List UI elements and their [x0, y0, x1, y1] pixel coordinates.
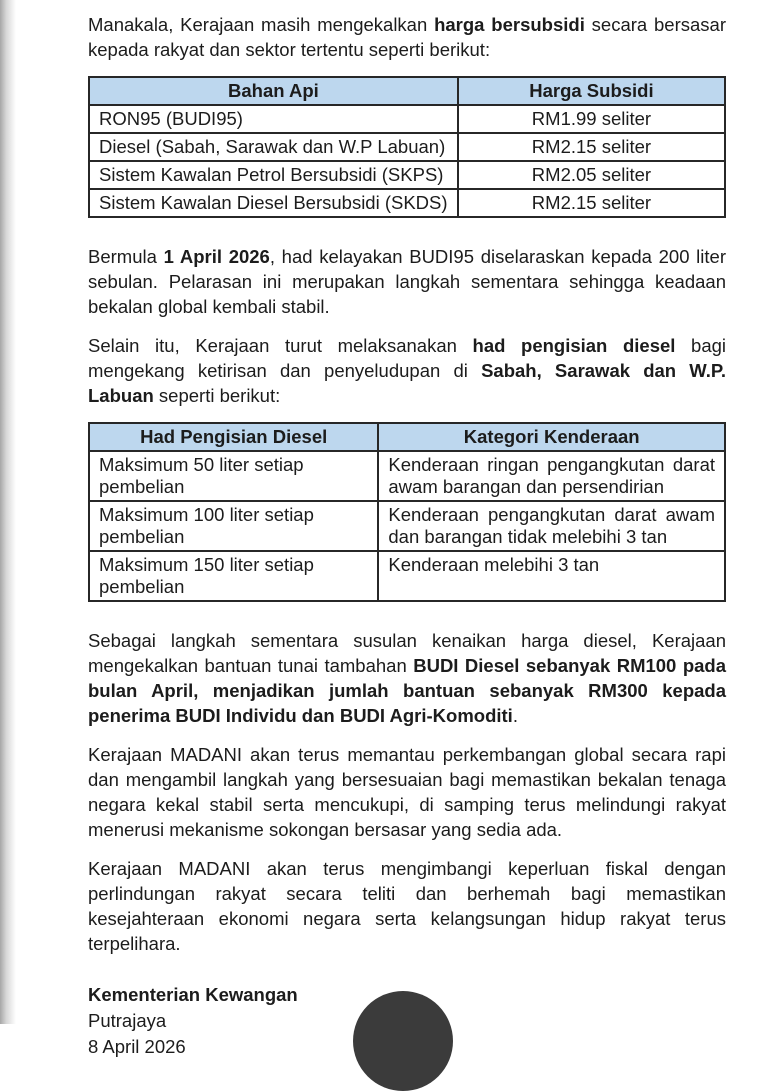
text-run: bagi mengekang ketirisan dan penyeludupan di	[88, 335, 727, 381]
text-run: Sabah, Sarawak dan W.P. Labuan	[88, 360, 726, 406]
text-run: Kerajaan MADANI akan terus mengimbangi keperluan fiskal dengan perlindungan rakyat secara teliti dan berhemah bagi memastikan kesejahteraan ekonomi negara serta kelangsungan hidup rakyat terus terpelihara.	[88, 858, 726, 954]
table-cell: RM2.15 seliter	[458, 133, 725, 161]
table-cell: Kenderaan melebihi 3 tan	[378, 551, 725, 601]
table-header-cell: Kategori Kenderaan	[378, 423, 725, 451]
table-cell: Maksimum 150 liter setiap pembelian	[89, 551, 378, 601]
text-run: harga bersubsidi	[434, 14, 585, 35]
text-run: 1 April 2026	[163, 246, 270, 267]
table-row	[89, 451, 725, 501]
table-row	[89, 133, 725, 161]
paragraph-madani-monitoring	[88, 742, 726, 842]
text-run: .	[512, 705, 518, 726]
text-run: Sebagai langkah sementara susulan kenaikan harga diesel, Kerajaan mengekalkan bantuan tunai tambahan	[88, 630, 726, 676]
text-run: , had kelayakan BUDI95 diselaraskan kepada 200 liter sebulan. Pelarasan ini merupakan langkah sementara sehingga keadaan bekalan global kembali stabil.	[88, 246, 726, 317]
table-cell: Kenderaan pengangkutan darat awam dan barangan tidak melebihi 3 tan	[378, 501, 725, 551]
paragraph-subsidised-prices	[88, 12, 726, 62]
table-header-row	[89, 423, 725, 451]
table-cell: Sistem Kawalan Petrol Bersubsidi (SKPS)	[89, 161, 458, 189]
text-run: BUDI Diesel sebanyak RM100 pada bulan April, menjadikan jumlah bantuan sebanyak RM300 kepada penerima BUDI Individu dan BUDI Agri-Komoditi	[88, 655, 726, 726]
table-cell: RM2.05 seliter	[458, 161, 725, 189]
table-cell: Maksimum 50 liter setiap pembelian	[89, 451, 378, 501]
fuel-subsidy-price-table	[88, 76, 726, 218]
floating-action-button[interactable]	[353, 991, 453, 1091]
table-row	[89, 501, 725, 551]
signature-city: Putrajaya	[88, 1010, 167, 1031]
paragraph-budi-diesel-aid	[88, 628, 726, 728]
paragraph-budi95-limit	[88, 244, 726, 319]
table-row	[89, 105, 725, 133]
text-run: Manakala, Kerajaan masih mengekalkan	[88, 14, 435, 35]
text-run: had pengisian diesel	[472, 335, 676, 356]
text-run: seperti berikut:	[153, 385, 281, 406]
table-row	[89, 161, 725, 189]
signature-organization: Kementerian Kewangan	[88, 984, 298, 1005]
text-run: Selain itu, Kerajaan turut melaksanakan	[88, 335, 473, 356]
text-run: Kerajaan MADANI akan terus memantau perkembangan global secara rapi dan mengambil langkah yang bersesuaian bagi memastikan bekalan tenaga negara kekal stabil serta mencukupi, di samping terus melindungi rakyat menerusi mekanisme sokongan bersasar yang sedia ada.	[88, 744, 726, 840]
table-header-row	[89, 77, 725, 105]
table-row	[89, 551, 725, 601]
paragraph-diesel-fill-limit-intro	[88, 333, 726, 408]
signature-date: 8 April 2026	[88, 1036, 186, 1057]
table-cell: Sistem Kawalan Diesel Bersubsidi (SKDS)	[89, 189, 458, 217]
table-cell: Kenderaan ringan pengangkutan darat awam barangan dan persendirian	[378, 451, 725, 501]
text-run: Bermula	[88, 246, 164, 267]
table-cell: Maksimum 100 liter setiap pembelian	[89, 501, 378, 551]
table-cell: RM2.15 seliter	[458, 189, 725, 217]
table-cell: RON95 (BUDI95)	[89, 105, 458, 133]
table-header-cell: Had Pengisian Diesel	[89, 423, 378, 451]
table-header-cell: Harga Subsidi	[458, 77, 725, 105]
table-cell: RM1.99 seliter	[458, 105, 725, 133]
table-row	[89, 189, 725, 217]
diesel-fill-limit-table	[88, 422, 726, 602]
table-cell: Diesel (Sabah, Sarawak dan W.P Labuan)	[89, 133, 458, 161]
paragraph-madani-fiscal-balance	[88, 856, 726, 956]
text-run: secara bersasar kepada rakyat dan sektor tertentu seperti berikut:	[88, 14, 726, 60]
table-header-cell: Bahan Api	[89, 77, 458, 105]
